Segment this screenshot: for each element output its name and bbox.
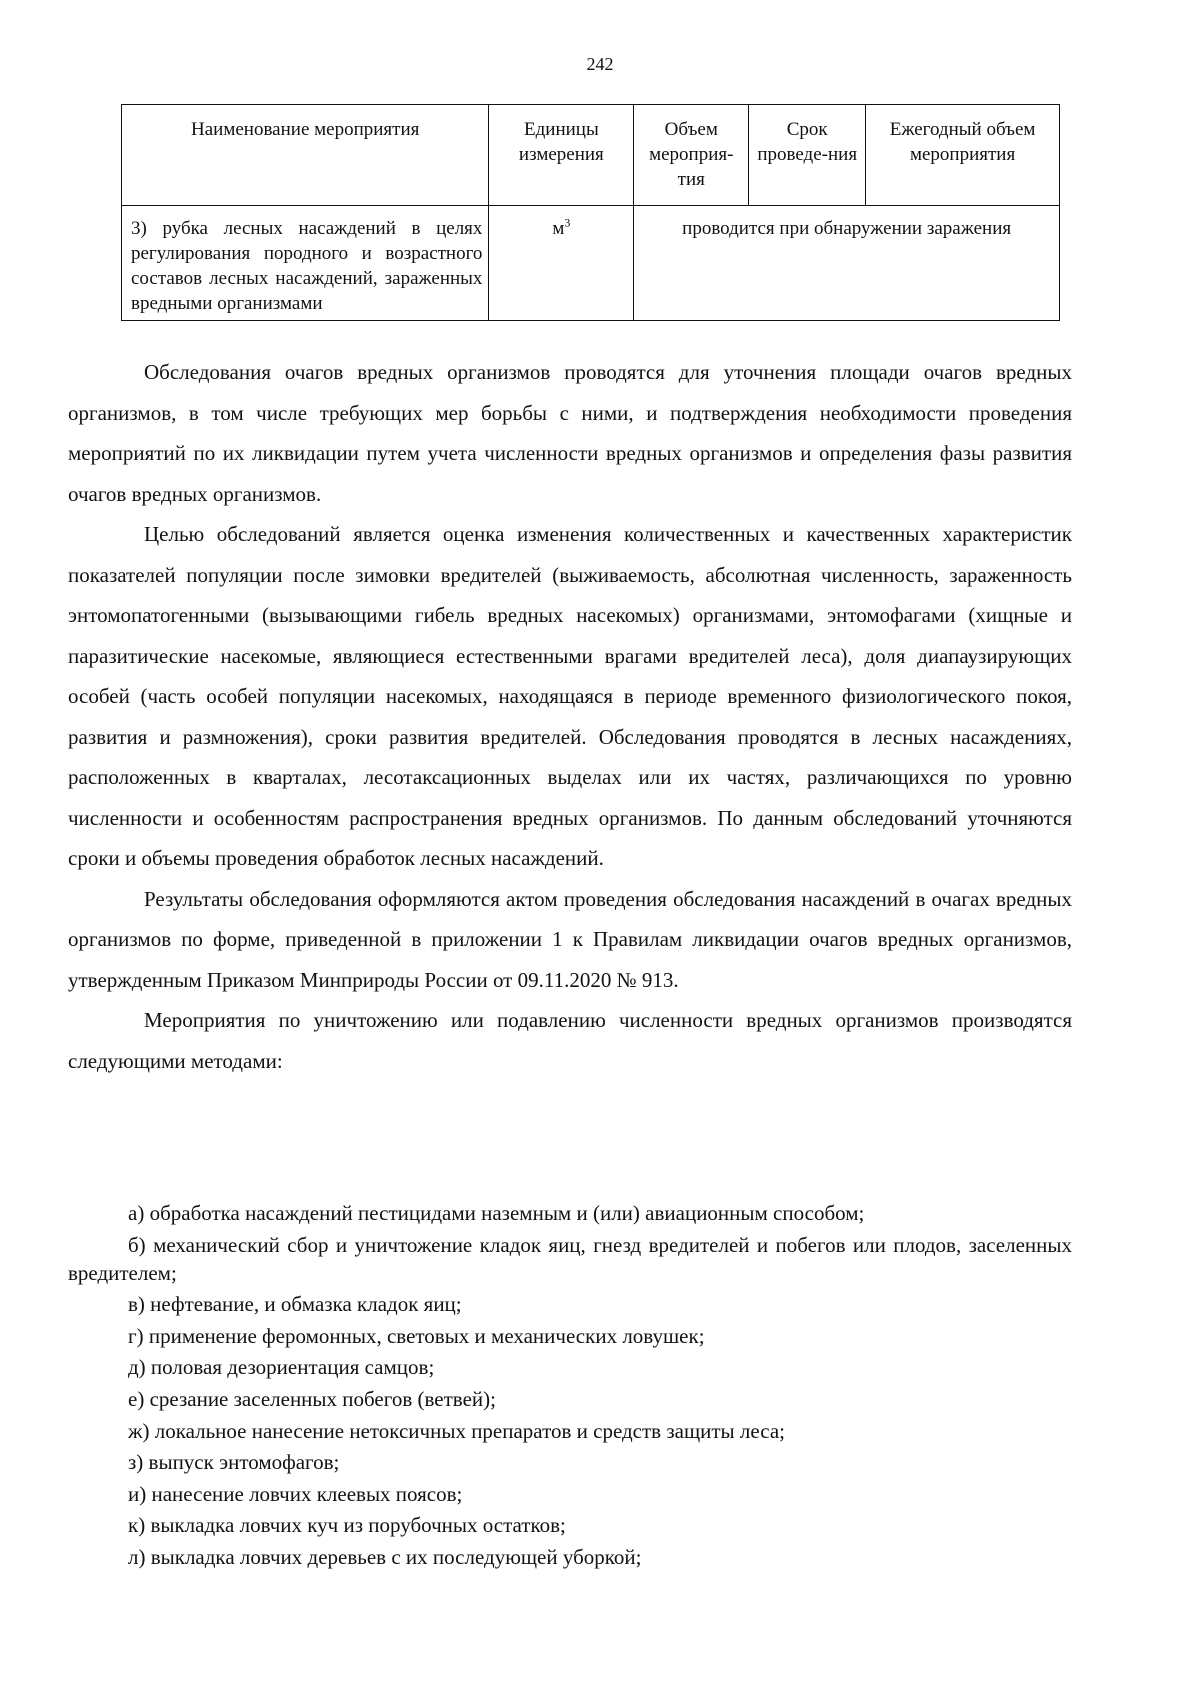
measures-table (121, 104, 1060, 321)
list-item: з) выпуск энтомофагов; (128, 1450, 340, 1475)
list-item: а) обработка насаждений пестицидами наземным и (или) авиационным способом; (128, 1201, 865, 1225)
row-unit (489, 206, 634, 321)
paragraph-methods-intro: Мероприятия по уничтожению или подавлению численности вредных организмов производятся следующими методами: (68, 1008, 1072, 1073)
list-item: в) нефтевание, и обмазка кладок яиц; (128, 1292, 462, 1317)
paragraph-survey-goal: Целью обследований является оценка изменения количественных и качественных характеристик показателей популяции после зимовки вредителей (выживаемость, абсолютная численность, зараженность энтомопатогенными (вызывающими гибель вредных насекомых) организмами, энтомофагами (хищные и паразитические насекомые, являющиеся естественными врагами вредителей леса), доля диапаузирующих особей (часть особей популяции насекомых, находящаяся в периоде временного физиологического покоя, развития и размножения), сроки развития вредителей. Обследования проводятся в лесных насаждениях, расположенных в кварталах, лесотаксационных выделах или их частях, различающихся по уровню численности и особенностям распространения вредных организмов. По данным обследований уточняются сроки и объемы проведения обработок лесных насаждений. (68, 522, 1072, 870)
header-units: Единицы измерения (489, 105, 634, 206)
list-item: л) выкладка ловчих деревьев с их последующей уборкой; (128, 1544, 642, 1569)
row-unit-exponent: 3 (564, 215, 571, 230)
body-text (68, 352, 1072, 1081)
header-volume: Объем мероприя-тия (634, 105, 749, 206)
table-header-row (122, 105, 1060, 206)
row-unit-base: м (552, 218, 565, 239)
table-row (122, 206, 1060, 321)
list-item: д) половая дезориентация самцов; (128, 1355, 435, 1380)
paragraph-survey-results: Результаты обследования оформляются актом проведения обследования насаждений в очагах вредных организмов по форме, приведенной в приложении 1 к Правилам ликвидации очагов вредных организмов, утвержденным Приказом Минприроды России от 09.11.2020 № 913. (68, 886, 1072, 992)
methods-list (68, 1199, 1072, 1575)
list-item: и) нанесение ловчих клеевых поясов; (128, 1481, 463, 1506)
header-term: Срок проведе-ния (749, 105, 866, 206)
header-annual-volume: Ежегодный объем мероприятия (866, 105, 1060, 206)
list-item: г) применение феромонных, световых и механических ловушек; (128, 1323, 705, 1348)
list-item: ж) локальное нанесение нетоксичных препаратов и средств защиты леса; (128, 1418, 785, 1443)
page-number: 242 (586, 54, 614, 74)
paragraph-surveys: Обследования очагов вредных организмов проводятся для уточнения площади очагов вредных организмов, в том числе требующих мер борьбы с ними, и подтверждения необходимости проведения мероприятий по их ликвидации путем учета численности вредных организмов и определения фазы развития очагов вредных организмов. (68, 360, 1072, 506)
list-item: е) срезание заселенных побегов (ветвей); (128, 1386, 496, 1411)
row-merged-note: проводится при обнаружении заражения (634, 206, 1060, 321)
list-item: к) выкладка ловчих куч из порубочных остатков; (128, 1513, 566, 1538)
list-item: б) механический сбор и уничтожение кладок яиц, гнезд вредителей и побегов или плодов, заселенных вредителем; (68, 1232, 1072, 1285)
header-measure-name: Наименование мероприятия (122, 105, 489, 206)
row-measure-name: 3) рубка лесных насаждений в целях регулирования породного и возрастного составов лесных насаждений, зараженных вредными организмами (122, 206, 489, 321)
